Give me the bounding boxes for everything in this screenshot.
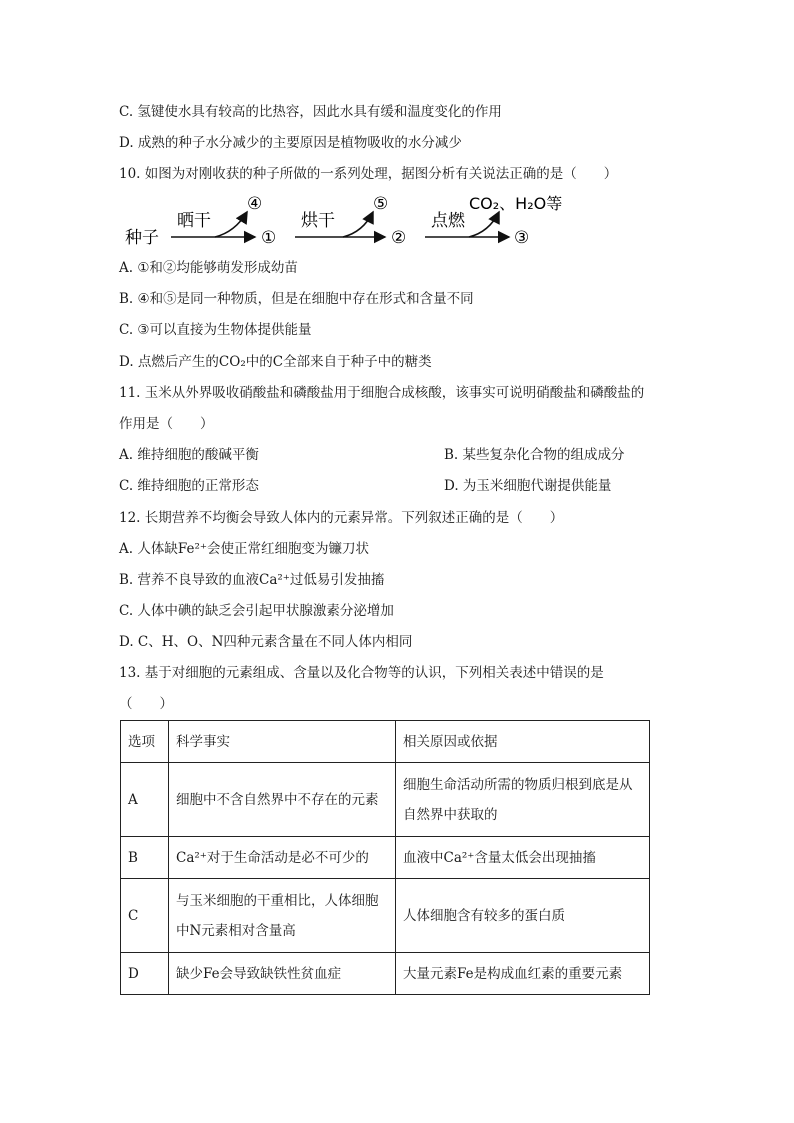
table-header-row [121,721,650,763]
row-fact: 缺少Fe会导致缺铁性贫血症 [169,953,396,995]
q11-option-c: C. 维持细胞的正常形态 [119,478,259,494]
table-row [121,763,650,837]
seed-label: 种子 [125,228,159,248]
products-label: CO₂、H₂O等 [469,194,563,213]
header-reason: 相关原因或依据 [396,721,650,763]
label-1: ① [261,228,277,248]
table-row [121,879,650,953]
table-row [121,953,650,995]
arrow-to-4 [215,212,247,237]
arrow-to-products [469,212,499,237]
row-reason: 人体细胞含有较多的蛋白质 [396,879,650,953]
q11-option-d: D. 为玉米细胞代谢提供能量 [444,478,612,494]
q13-stem-line2: （ ） [119,696,173,712]
header-fact: 科学事实 [169,721,396,763]
row-option: A [121,763,169,837]
row-reason: 细胞生命活动所需的物质归根到底是从自然界中获取的 [396,763,650,837]
q12-option-a: A. 人体缺Fe²⁺会使正常红细胞变为镰刀状 [119,541,369,557]
row-fact: Ca²⁺对于生命活动是必不可少的 [169,837,396,879]
row-reason: 大量元素Fe是构成血红素的重要元素 [396,953,650,995]
label-4: ④ [247,194,263,214]
q12-option-c: C. 人体中碘的缺乏会引起甲状腺激素分泌增加 [119,603,394,619]
facts-table [120,720,650,995]
label-2: ② [391,228,407,248]
label-5: ⑤ [373,194,389,214]
q12-option-d: D. C、H、O、N四种元素含量在不同人体内相同 [119,634,413,650]
q12-option-b: B. 营养不良导致的血液Ca²⁺过低易引发抽搐 [119,572,385,588]
step-burn-label: 点燃 [431,211,465,231]
q10-stem: 10. 如图为对刚收获的种子所做的一系列处理，据图分析有关说法正确的是（ ） [119,166,618,182]
q11-stem-line2: 作用是（ ） [119,416,214,432]
row-fact: 细胞中不含自然界中不存在的元素 [169,763,396,837]
row-reason: 血液中Ca²⁺含量太低会出现抽搐 [396,837,650,879]
q11-stem-line1: 11. 玉米从外界吸收硝酸盐和磷酸盐用于细胞合成核酸，该事实可说明硝酸盐和磷酸盐的 [119,385,645,401]
q13-stem-line1: 13. 基于对细胞的元素组成、含量以及化合物等的认识，下列相关表述中错误的是 [119,665,604,681]
seed-treatment-diagram [119,188,589,254]
step-bake-label: 烘干 [301,211,335,231]
q11-option-a: A. 维持细胞的酸碱平衡 [119,447,259,463]
q10-option-b: B. ④和⑤是同一种物质，但是在细胞中存在形式和含量不同 [119,291,474,307]
q9-option-d: D. 成熟的种子水分减少的主要原因是植物吸收的水分减少 [119,135,462,151]
row-option: B [121,837,169,879]
row-option: C [121,879,169,953]
q9-option-c: C. 氢键使水具有较高的比热容，因此水具有缓和温度变化的作用 [119,104,502,120]
row-option: D [121,953,169,995]
step-dry-label: 晒干 [177,211,211,231]
q10-option-d: D. 点燃后产生的CO₂中的C全部来自于种子中的糖类 [119,354,432,370]
q10-option-c: C. ③可以直接为生物体提供能量 [119,322,312,338]
header-option: 选项 [121,721,169,763]
label-3: ③ [514,228,530,248]
q12-stem: 12. 长期营养不均衡会导致人体内的元素异常。下列叙述正确的是（ ） [119,510,564,526]
row-fact: 与玉米细胞的干重相比，人体细胞中N元素相对含量高 [169,879,396,953]
table-row [121,837,650,879]
q11-option-b: B. 某些复杂化合物的组成成分 [444,447,625,463]
q10-option-a: A. ①和②均能够萌发形成幼苗 [119,260,298,276]
arrow-to-5 [343,212,373,237]
